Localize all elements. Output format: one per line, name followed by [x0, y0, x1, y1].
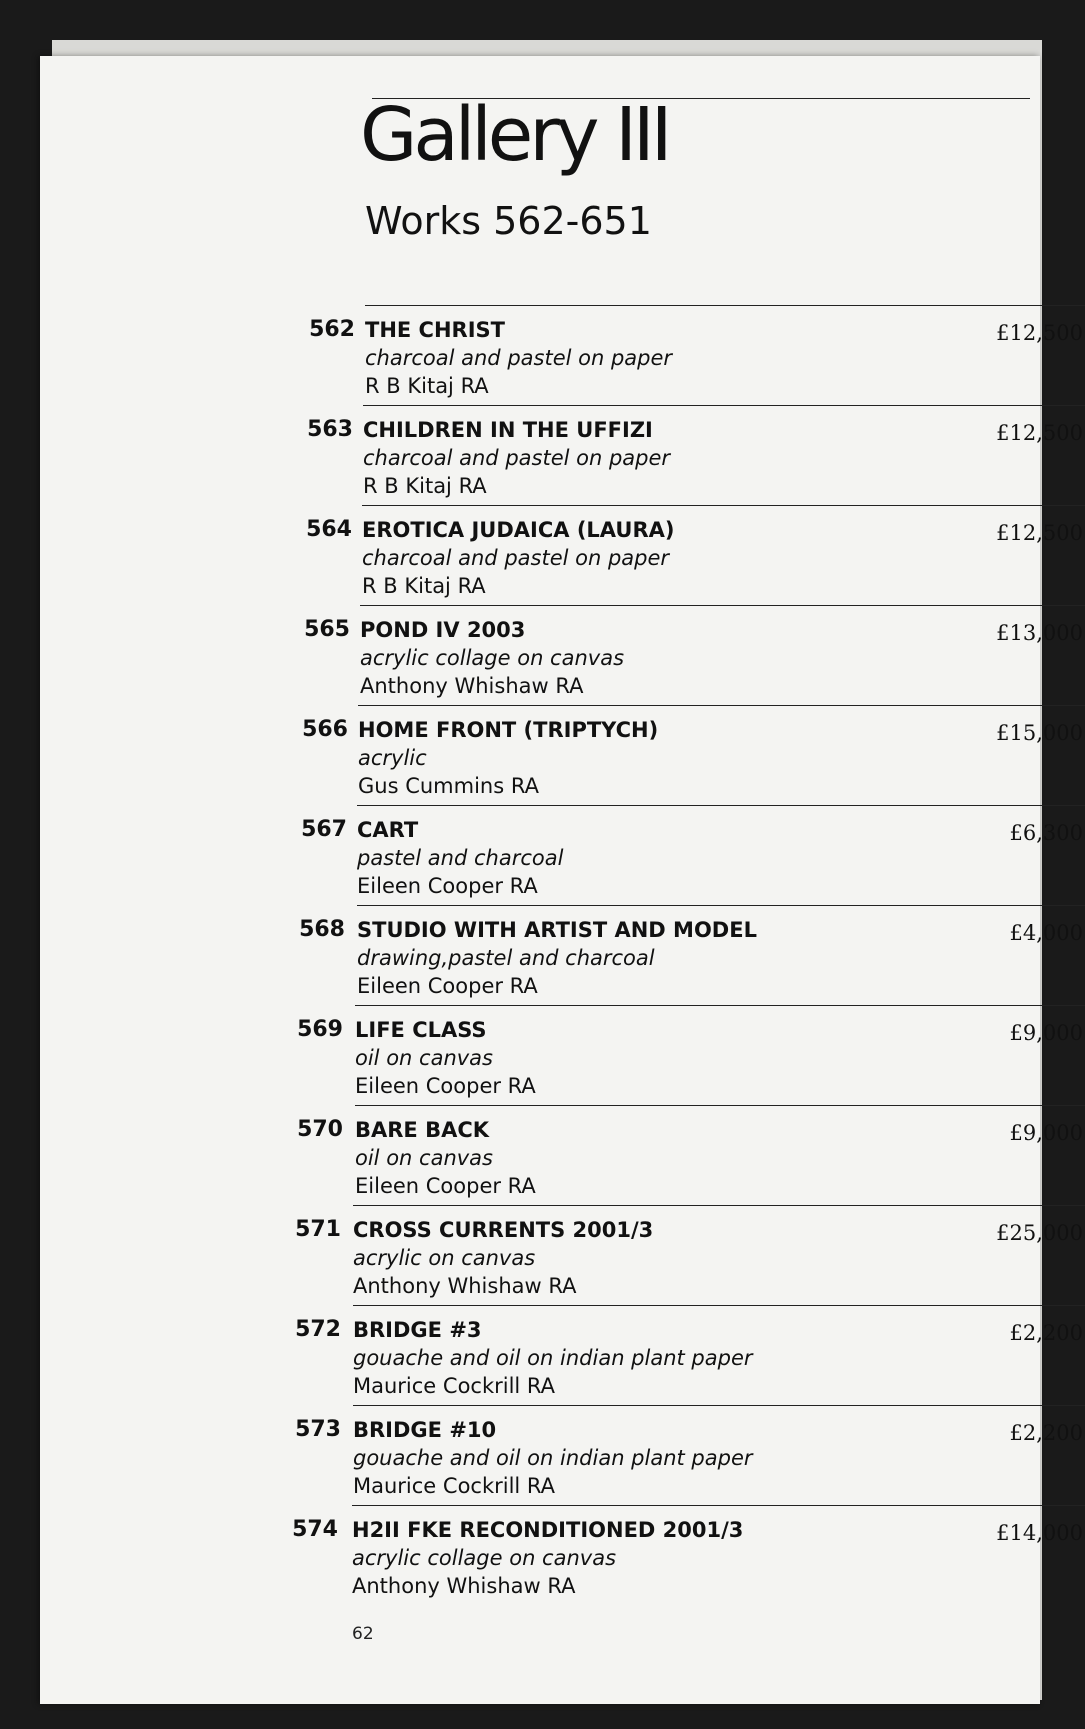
entry-rule [355, 1105, 1085, 1106]
entry-number: 567 [301, 817, 347, 842]
entry-medium: drawing,pastel and charcoal [357, 946, 655, 970]
entry-medium: acrylic collage on canvas [352, 1546, 617, 1570]
entry-title: CHILDREN IN THE UFFIZI [363, 418, 653, 442]
page-subtitle: Works 562-651 [365, 199, 652, 243]
entry-price: £15,000 [996, 721, 1083, 745]
entry-number: 564 [306, 517, 352, 542]
catalogue-entry [297, 1005, 1085, 1105]
catalogue-entry [309, 305, 1085, 405]
entry-medium: acrylic [358, 746, 427, 770]
entry-artist: Eileen Cooper RA [355, 1074, 536, 1098]
entry-title: LIFE CLASS [355, 1018, 487, 1042]
entry-rule [353, 1305, 1085, 1306]
entry-rule [360, 605, 1085, 606]
entry-number: 565 [304, 617, 350, 642]
entry-medium: gouache and oil on indian plant paper [353, 1346, 753, 1370]
entry-price: £2,200 [1009, 1321, 1083, 1345]
entry-rule [357, 805, 1085, 806]
entry-rule [363, 405, 1085, 406]
entry-artist: R B Kitaj RA [363, 474, 487, 498]
entry-price: £14,000 [996, 1521, 1083, 1545]
page-number: 62 [352, 1624, 374, 1644]
catalogue-entry [297, 1105, 1085, 1205]
entry-number: 571 [295, 1217, 341, 1242]
entry-medium: gouache and oil on indian plant paper [353, 1446, 753, 1470]
entry-medium: pastel and charcoal [357, 846, 564, 870]
entry-title: HOME FRONT (TRIPTYCH) [358, 718, 659, 742]
catalogue-entry [299, 905, 1085, 1005]
entry-medium: acrylic collage on canvas [360, 646, 625, 670]
entry-number: 566 [302, 717, 348, 742]
catalogue-entry [302, 705, 1085, 805]
entry-number: 574 [292, 1517, 338, 1542]
entry-title: BRIDGE #10 [353, 1418, 497, 1442]
entry-artist: Anthony Whishaw RA [360, 674, 584, 698]
entry-price: £4,000 [1009, 921, 1083, 945]
catalogue-entry [307, 405, 1085, 505]
entry-rule [353, 1405, 1085, 1406]
entry-title: CART [357, 818, 419, 842]
entry-number: 573 [295, 1417, 341, 1442]
entry-price: £6,300 [1009, 821, 1083, 845]
entry-price: £9,000 [1009, 1121, 1083, 1145]
entry-artist: Eileen Cooper RA [357, 974, 538, 998]
entry-price: £12,500 [996, 521, 1083, 545]
entry-rule [365, 305, 1085, 306]
entry-medium: oil on canvas [355, 1146, 493, 1170]
entry-title: POND IV 2003 [360, 618, 526, 642]
entry-medium: oil on canvas [355, 1046, 493, 1070]
entry-title: H2II FKE RECONDITIONED 2001/3 [352, 1518, 744, 1542]
catalogue-entry [295, 1205, 1085, 1305]
entry-medium: acrylic on canvas [353, 1246, 536, 1270]
catalogue-entry [292, 1505, 1085, 1605]
page-title: Gallery III [360, 92, 669, 178]
entry-title: THE CHRIST [365, 318, 505, 342]
entry-rule [362, 505, 1085, 506]
entry-price: £2,200 [1009, 1421, 1083, 1445]
entry-title: BARE BACK [355, 1118, 490, 1142]
catalogue-entry [301, 805, 1085, 905]
entry-title: STUDIO WITH ARTIST AND MODEL [357, 918, 757, 942]
catalogue-entry [295, 1405, 1085, 1505]
entry-number: 568 [299, 917, 345, 942]
entry-title: BRIDGE #3 [353, 1318, 482, 1342]
catalogue-entry [295, 1305, 1085, 1405]
entry-artist: Eileen Cooper RA [355, 1174, 536, 1198]
entry-title: EROTICA JUDAICA (LAURA) [362, 518, 675, 542]
entry-artist: Maurice Cockrill RA [353, 1374, 556, 1398]
entry-medium: charcoal and pastel on paper [363, 446, 671, 470]
entry-rule [353, 1205, 1085, 1206]
catalogue-entry [306, 505, 1085, 605]
entry-artist: Eileen Cooper RA [357, 874, 538, 898]
entry-number: 570 [297, 1117, 343, 1142]
entry-artist: Gus Cummins RA [358, 774, 539, 798]
entry-medium: charcoal and pastel on paper [362, 546, 670, 570]
entry-medium: charcoal and pastel on paper [365, 346, 673, 370]
entry-price: £12,500 [996, 421, 1083, 445]
entry-rule [357, 905, 1085, 906]
entry-price: £9,000 [1009, 1021, 1083, 1045]
entry-artist: Anthony Whishaw RA [352, 1574, 576, 1598]
entry-price: £13,000 [996, 621, 1083, 645]
entry-price: £12,500 [996, 321, 1083, 345]
entry-rule [352, 1505, 1085, 1506]
entry-number: 569 [297, 1017, 343, 1042]
catalogue-entry [304, 605, 1085, 705]
entry-artist: R B Kitaj RA [362, 574, 486, 598]
entry-number: 563 [307, 417, 353, 442]
entry-rule [358, 705, 1085, 706]
entry-price: £25,000 [996, 1221, 1083, 1245]
entry-artist: Maurice Cockrill RA [353, 1474, 556, 1498]
entry-rule [355, 1005, 1085, 1006]
entry-title: CROSS CURRENTS 2001/3 [353, 1218, 654, 1242]
entry-artist: R B Kitaj RA [365, 374, 489, 398]
entry-number: 572 [295, 1317, 341, 1342]
entry-number: 562 [309, 317, 355, 342]
entry-artist: Anthony Whishaw RA [353, 1274, 577, 1298]
